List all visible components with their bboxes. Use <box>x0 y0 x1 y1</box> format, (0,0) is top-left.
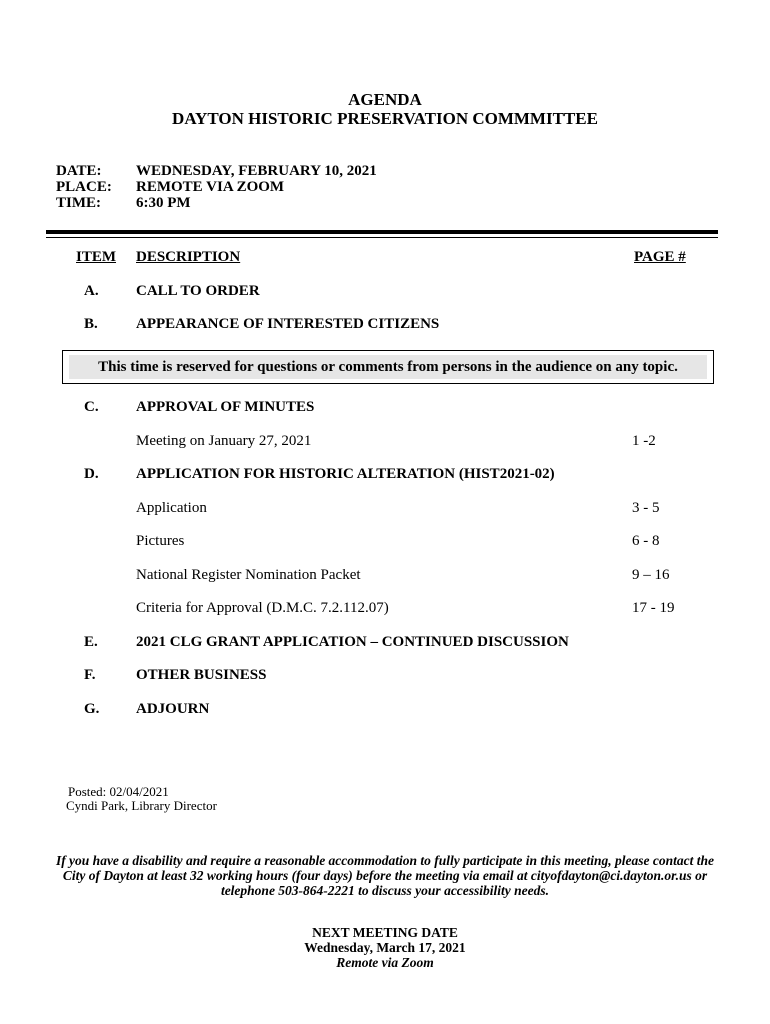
item-title: ADJOURN <box>136 701 210 717</box>
item-letter: G. <box>84 701 100 717</box>
item-title: 2021 CLG GRANT APPLICATION – CONTINUED DISCUSSION <box>136 634 569 650</box>
citizens-note-text: This time is reserved for questions or comments from persons in the audience on any topic. <box>69 355 707 379</box>
description-column-header: DESCRIPTION <box>136 249 241 265</box>
date-label: DATE: <box>56 163 102 179</box>
item-letter: B. <box>84 316 98 332</box>
sub-item-label: National Register Nomination Packet <box>136 567 361 583</box>
item-letter: A. <box>84 283 99 299</box>
sub-item-page: 3 - 5 <box>632 500 660 516</box>
committee-title: DAYTON HISTORIC PRESERVATION COMMMITTEE <box>172 109 598 128</box>
place-value: REMOTE VIA ZOOM <box>136 179 285 195</box>
item-letter: C. <box>84 399 99 415</box>
next-meeting-place: Remote via Zoom <box>336 955 434 970</box>
item-title: CALL TO ORDER <box>136 283 260 299</box>
citizens-note-box <box>62 350 714 384</box>
agenda-title: AGENDA <box>348 90 422 109</box>
next-meeting-heading: NEXT MEETING DATE <box>312 925 458 940</box>
sub-item-label: Meeting on January 27, 2021 <box>136 433 312 449</box>
item-title: APPEARANCE OF INTERESTED CITIZENS <box>136 316 440 332</box>
next-meeting-date: Wednesday, March 17, 2021 <box>304 940 466 955</box>
item-letter: E. <box>84 634 98 650</box>
sub-item-page: 17 - 19 <box>632 600 675 616</box>
divider-thin <box>46 237 718 238</box>
item-title: OTHER BUSINESS <box>136 667 267 683</box>
sub-item-label: Criteria for Approval (D.M.C. 7.2.112.07) <box>136 600 389 616</box>
item-title: APPLICATION FOR HISTORIC ALTERATION (HIST2021-02) <box>136 466 555 482</box>
date-value: WEDNESDAY, FEBRUARY 10, 2021 <box>136 163 377 179</box>
sub-item-page: 1 -2 <box>632 433 656 449</box>
accessibility-note-line1: If you have a disability and require a reasonable accommodation to fully participate in this meeting, please contact the <box>55 853 715 868</box>
posted-date: Posted: 02/04/2021 <box>68 784 169 799</box>
sub-item-label: Application <box>136 500 207 516</box>
sub-item-page: 6 - 8 <box>632 533 660 549</box>
sub-item-page: 9 – 16 <box>632 567 670 583</box>
time-label: TIME: <box>56 195 101 211</box>
item-letter: D. <box>84 466 99 482</box>
item-column-header: ITEM <box>76 249 117 265</box>
item-letter: F. <box>84 667 96 683</box>
time-value: 6:30 PM <box>136 195 191 211</box>
sub-item-label: Pictures <box>136 533 185 549</box>
posted-by: Cyndi Park, Library Director <box>66 798 217 813</box>
accessibility-note-line2: City of Dayton at least 32 working hours (four days) before the meeting via email at cityofdayton@ci.dayton.or.us or <box>62 868 708 883</box>
accessibility-note-line3: telephone 503-864-2221 to discuss your accessibility needs. <box>220 883 550 898</box>
item-title: APPROVAL OF MINUTES <box>136 399 315 415</box>
page-column-header: PAGE # <box>634 249 686 265</box>
divider-thick <box>46 230 718 234</box>
place-label: PLACE: <box>56 179 112 195</box>
